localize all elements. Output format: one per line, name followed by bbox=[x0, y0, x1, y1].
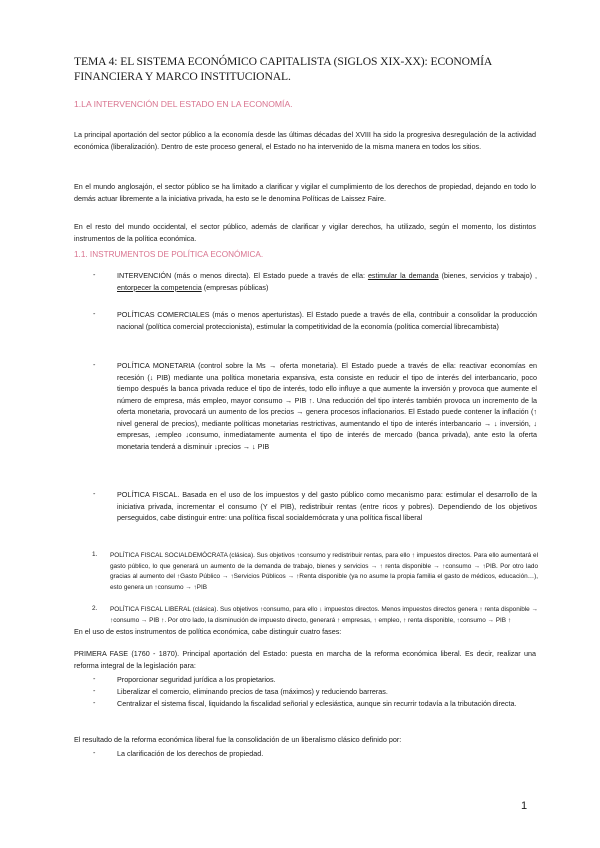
paragraph-2: En el mundo anglosajón, el sector público se ha limitado a clarificar y vigilar el cumplimiento de los derechos de propiedad, dejando en todo lo demás actuar libremente a la iniciativa privada, ha esto se le denomina Políticas de Laissez Faire. bbox=[74, 182, 536, 203]
bullet-marker: - bbox=[93, 674, 96, 683]
paragraph-3: En el resto del mundo occidental, el sector público, además de clarificar y vigilar derechos, ha utilizado, según el momento, los distintos instrumentos de la política económica. bbox=[74, 222, 536, 243]
bullet-marker: - bbox=[93, 698, 96, 707]
section-heading-1: 1.LA INTERVENCIÓN DEL ESTADO EN LA ECONOMÍA. bbox=[74, 99, 293, 109]
list-item-fase-2: Liberalizar el comercio, eliminando precios de tasa (máximos) y reduciendo barreras. bbox=[117, 687, 388, 696]
paragraph-1: La principal aportación del sector público a la economía desde las últimas décadas del XVIII ha sido la progresiva desregulación de la actividad económica (liberalización). Dentro de este proceso general, el Estado no ha intervenido de la misma manera en todos los sitios. bbox=[74, 130, 536, 151]
page-title: TEMA 4: EL SISTEMA ECONÓMICO CAPITALISTA (SIGLOS XIX-XX): ECONOMÍA FINANCIERA Y MARCO INSTITUCIONAL. bbox=[74, 55, 492, 83]
section-heading-1-1: 1.1. INSTRUMENTOS DE POLÍTICA ECONÓMICA. bbox=[74, 250, 264, 259]
list-item-politicas-comerciales: POLÍTICAS COMERCIALES (más o menos aperturistas). El Estado puede a través de ella, contribuir a consolidar la producción nacional (política comercial proteccionista), estimular la competitividad de la economía (política comercial librecambista) bbox=[117, 310, 537, 331]
entorpecer-competencia-text: entorpecer la competencia bbox=[117, 282, 202, 292]
bullet-marker: - bbox=[93, 309, 96, 318]
bullet-marker: - bbox=[93, 360, 96, 369]
estimular-demanda-text: estimular la demanda bbox=[367, 271, 439, 280]
intervencion-lead: INTERVENCIÓN (más o menos directa). El Estado puede a través de ella: bbox=[117, 271, 368, 280]
list-number: 2. bbox=[92, 605, 98, 612]
list-item-resultado-1: La clarificación de los derechos de propiedad. bbox=[117, 749, 264, 758]
bullet-marker: - bbox=[93, 270, 96, 279]
fiscal-item-liberal: POLÍTICA FISCAL LIBERAL (clásica). Sus objetivos ↑consumo, para ello ↓ impuestos directos. Menos impuestos directos genera ↑ renta disponible → ↑consumo → PIB ↑. Por otro lado, la disminución de impuesto directo, generará ↑ empresas, ↑ empleo, ↑ renta disponible, ↑consumo → PIB ↑ bbox=[110, 606, 538, 624]
bullet-marker: - bbox=[93, 748, 96, 757]
bullet-marker: - bbox=[93, 686, 96, 695]
bullet-marker: - bbox=[93, 489, 96, 498]
list-item-fase-1: Proporcionar seguridad jurídica a los propietarios. bbox=[117, 675, 276, 684]
paragraph-primera-fase: PRIMERA FASE (1760 - 1870). Principal aportación del Estado: puesta en marcha de la reforma económica liberal. Es decir, realizar una reforma integral de la legislación para: bbox=[74, 649, 536, 670]
list-number: 1. bbox=[92, 551, 98, 558]
paragraph-fases: En el uso de estos instrumentos de política económica, cabe distinguir cuatro fases: bbox=[74, 627, 342, 636]
intervencion-mid: (bienes, servicios y trabajo) , bbox=[438, 271, 538, 280]
list-item-intervencion bbox=[117, 270, 537, 293]
fiscal-item-socialdemocrata: POLÍTICA FISCAL SOCIALDEMÓCRATA (clásica). Sus objetivos ↑consumo y redistribuir rentas, para ello ↑ impuestos directos. Para ello aumentará el gasto público, lo que generará un aumento de la demanda de trabajo, bienes y servicios → ↑ renta disponible → ↑consumo → ↑PIB. Por otro lado gracias al aumento del ↑Gasto Público → ↑Servicios Públicos → ↑Renta disponible (ya no asume la propia familia el gasto de médicos, educación…), esto genera un ↑consumo → ↑PIB bbox=[110, 552, 538, 591]
list-item-politica-fiscal: POLÍTICA FISCAL. Basada en el uso de los impuestos y del gasto público como mecanismo para: estimular el desarrollo de la iniciativa privada, incrementar el consumo (Y el PIB), redistribuir rentas (entre ricos y pobres). Dependiendo de los objetivos perseguidos, cabe distinguir entre: una política fiscal socialdemócrata y una política fiscal liberal bbox=[117, 490, 537, 522]
page-number: 1 bbox=[521, 800, 528, 812]
list-item-fase-3: Centralizar el sistema fiscal, liquidando la fiscalidad señorial y eclesiástica, aunque sin recurrir todavía a la tributación directa. bbox=[117, 699, 517, 708]
list-item-politica-monetaria: POLÍTICA MONETARIA (control sobre la Ms → oferta monetaria). El Estado puede a través de ella: reactivar economías en recesión (↓ PIB) mediante una política monetaria expansiva, esta consiste en reducir el tipo de interés del interbancario, poco tiempo después la banca privada reduce el tipo de interés, todo ello influye a que aumente la inversión y provoca que aumente el número de empresa, más empleo, mayor consumo → PIB ↑. Una reducción del tipo interés también provoca un incremento de la oferta monetaria, provocará un aumento de los precios → genera procesos inflacionarios. El Estado puede contener la inflación (↑ nivel general de precios), mediante políticas monetarias restrictivas, aumentando el tipo de interés interbancario → ↓ inversión, ↓ empresas, ↓empleo ↓consumo, inmediatamente aumenta el tipo de interés de mercado (banca privada), ante esto la oferta monetaria tenderá a disminuir ↓precios → ↓ PIB bbox=[117, 361, 537, 451]
paragraph-resultado: El resultado de la reforma económica liberal fue la consolidación de un liberalismo clásico definido por: bbox=[74, 735, 402, 744]
intervencion-tail: (empresas públicas) bbox=[201, 282, 269, 292]
